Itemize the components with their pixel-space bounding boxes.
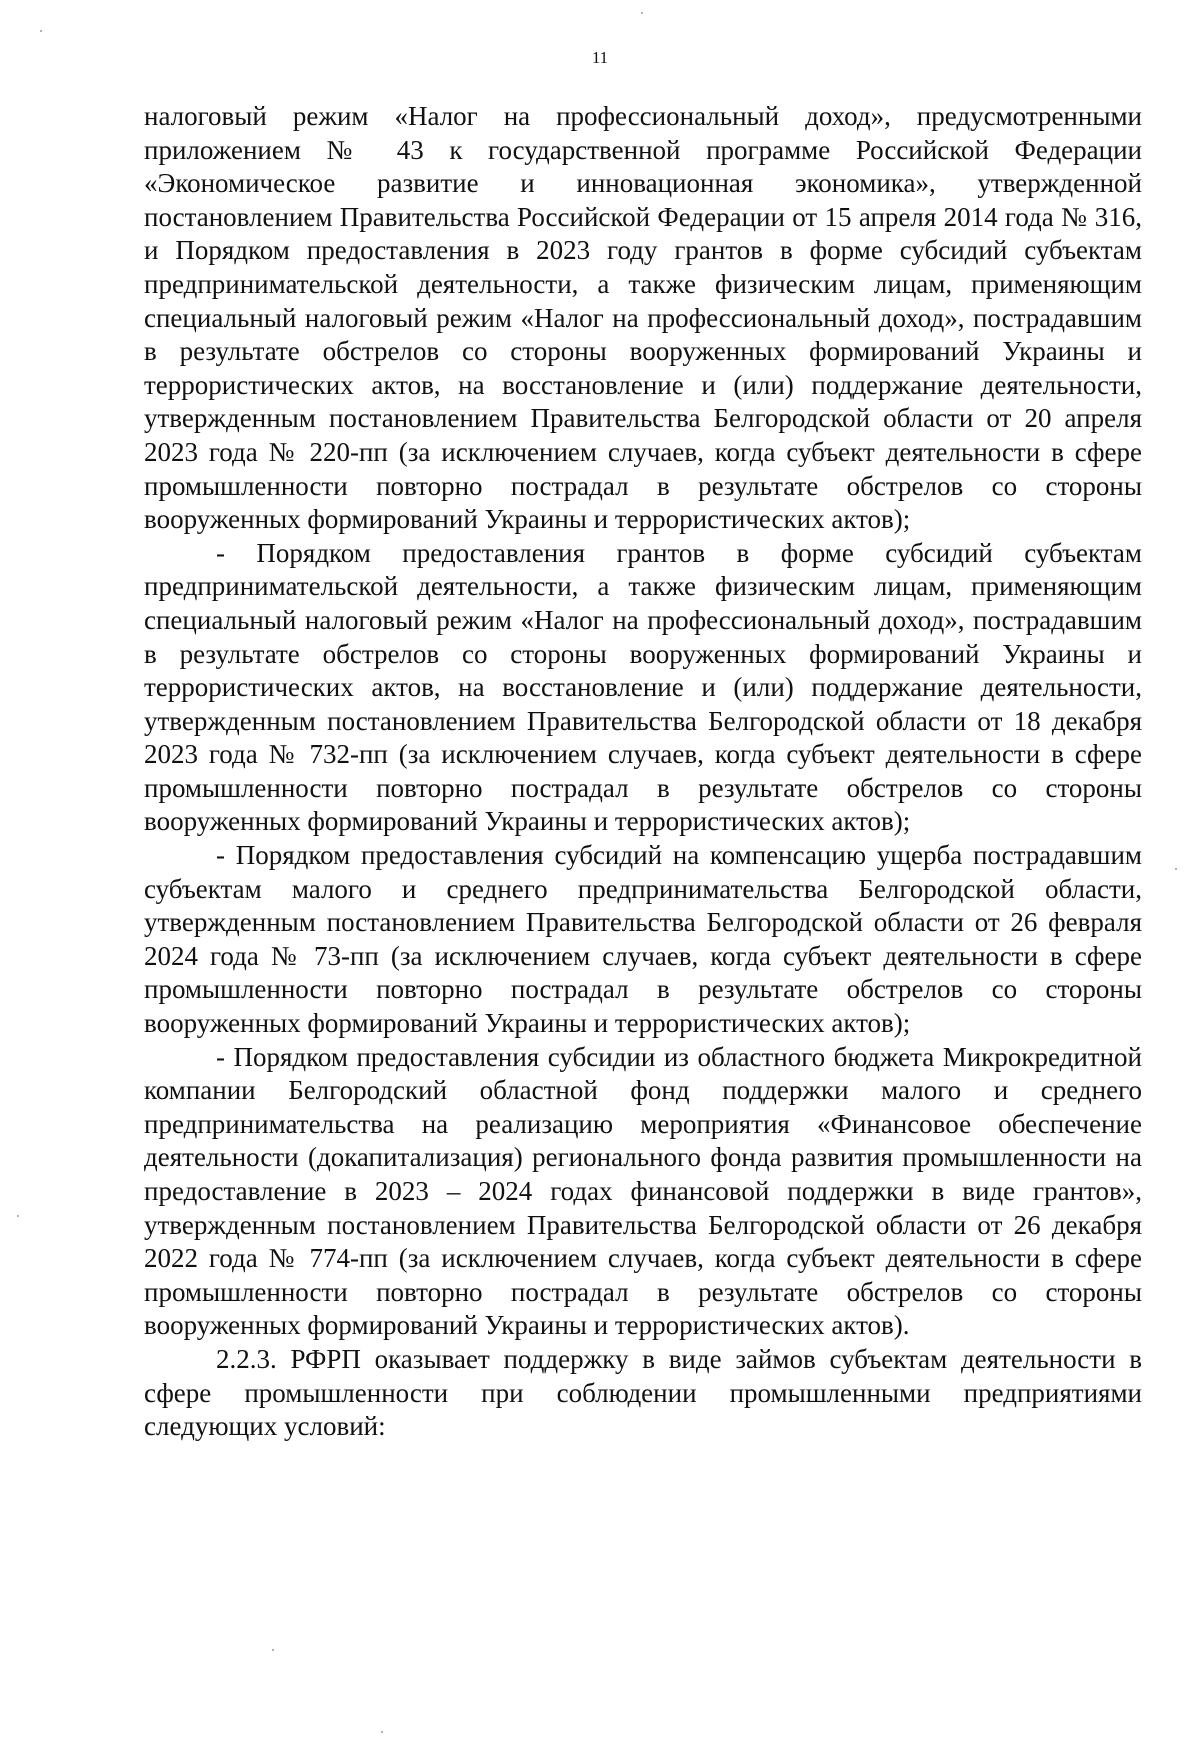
scan-speck bbox=[641, 12, 643, 14]
paragraph-list-item-grants-2023-12: - Порядком предоставления грантов в форме субсидий субъектам предпринимательской деятельности, а также физическим лицам, применяющим специальный налоговый режим «Налог на профессиональный доход», пострадавшим в результате обстрелов со стороны вооруженных формирований Украины и террористических актов, на восстановление и (или) поддержание деятельности, утвержденным постановлением Правительства Белгородской области от 18 декабря 2023 года № 732-пп (за исключением случаев, когда субъект деятельности в сфере промышленности повторно пострадал в результате обстрелов со стороны вооруженных формирований Украины и террористических актов); bbox=[144, 537, 1142, 837]
scan-speck bbox=[1175, 868, 1177, 870]
paragraph-section-2-2-3: 2.2.3. РФРП оказывает поддержку в виде займов субъектам деятельности в сфере промышленности при соблюдении промышленными предприятиями следующих условий: bbox=[144, 1343, 1142, 1442]
page-number: 11 bbox=[591, 48, 609, 67]
paragraph-continuation: налоговый режим «Налог на профессиональный доход», предусмотренными приложением № 43 к государственной программе Российской Федерации «Экономическое развитие и инновационная экономика», утвержденной постановлением Правительства Российской Федерации от 15 апреля 2014 года № 316, и Порядком предоставления в 2023 году грантов в форме субсидий субъектам предпринимательской деятельности, а также физическим лицам, применяющим специальный налоговый режим «Налог на профессиональный доход», пострадавшим в результате обстрелов со стороны вооруженных формирований Украины и террористических актов, на восстановление и (или) поддержание деятельности, утвержденным постановлением Правительства Белгородской области от 20 апреля 2023 года № 220-пп (за исключением случаев, когда субъект деятельности в сфере промышленности повторно пострадал в результате обстрелов со стороны вооруженных формирований Украины и террористических актов); bbox=[144, 101, 1142, 535]
document-body bbox=[144, 100, 1142, 1444]
scan-speck bbox=[40, 30, 42, 32]
scan-speck bbox=[272, 1649, 274, 1651]
scan-speck bbox=[17, 1215, 19, 1217]
scan-speck bbox=[381, 1731, 383, 1733]
paragraph-list-item-damage-compensation: - Порядком предоставления субсидий на компенсацию ущерба пострадавшим субъектам малого и среднего предпринимательства Белгородской области, утвержденным постановлением Правительства Белгородской области от 26 февраля 2024 года № 73-пп (за исключением случаев, когда субъект деятельности в сфере промышленности повторно пострадал в результате обстрелов со стороны вооруженных формирований Украины и террористических актов); bbox=[144, 840, 1142, 1039]
paragraph-list-item-microcredit-subsidy: - Порядком предоставления субсидии из областного бюджета Микрокредитной компании Белгородский областной фонд поддержки малого и среднего предпринимательства на реализацию мероприятия «Финансовое обеспечение деятельности (докапитализация) регионального фонда развития промышленности на предоставление в 2023 – 2024 годах финансовой поддержки в виде грантов», утвержденным постановлением Правительства Белгородской области от 26 декабря 2022 года № 774-пп (за исключением случаев, когда субъект деятельности в сфере промышленности повторно пострадал в результате обстрелов со стороны вооруженных формирований Украины и террористических актов). bbox=[144, 1041, 1142, 1341]
